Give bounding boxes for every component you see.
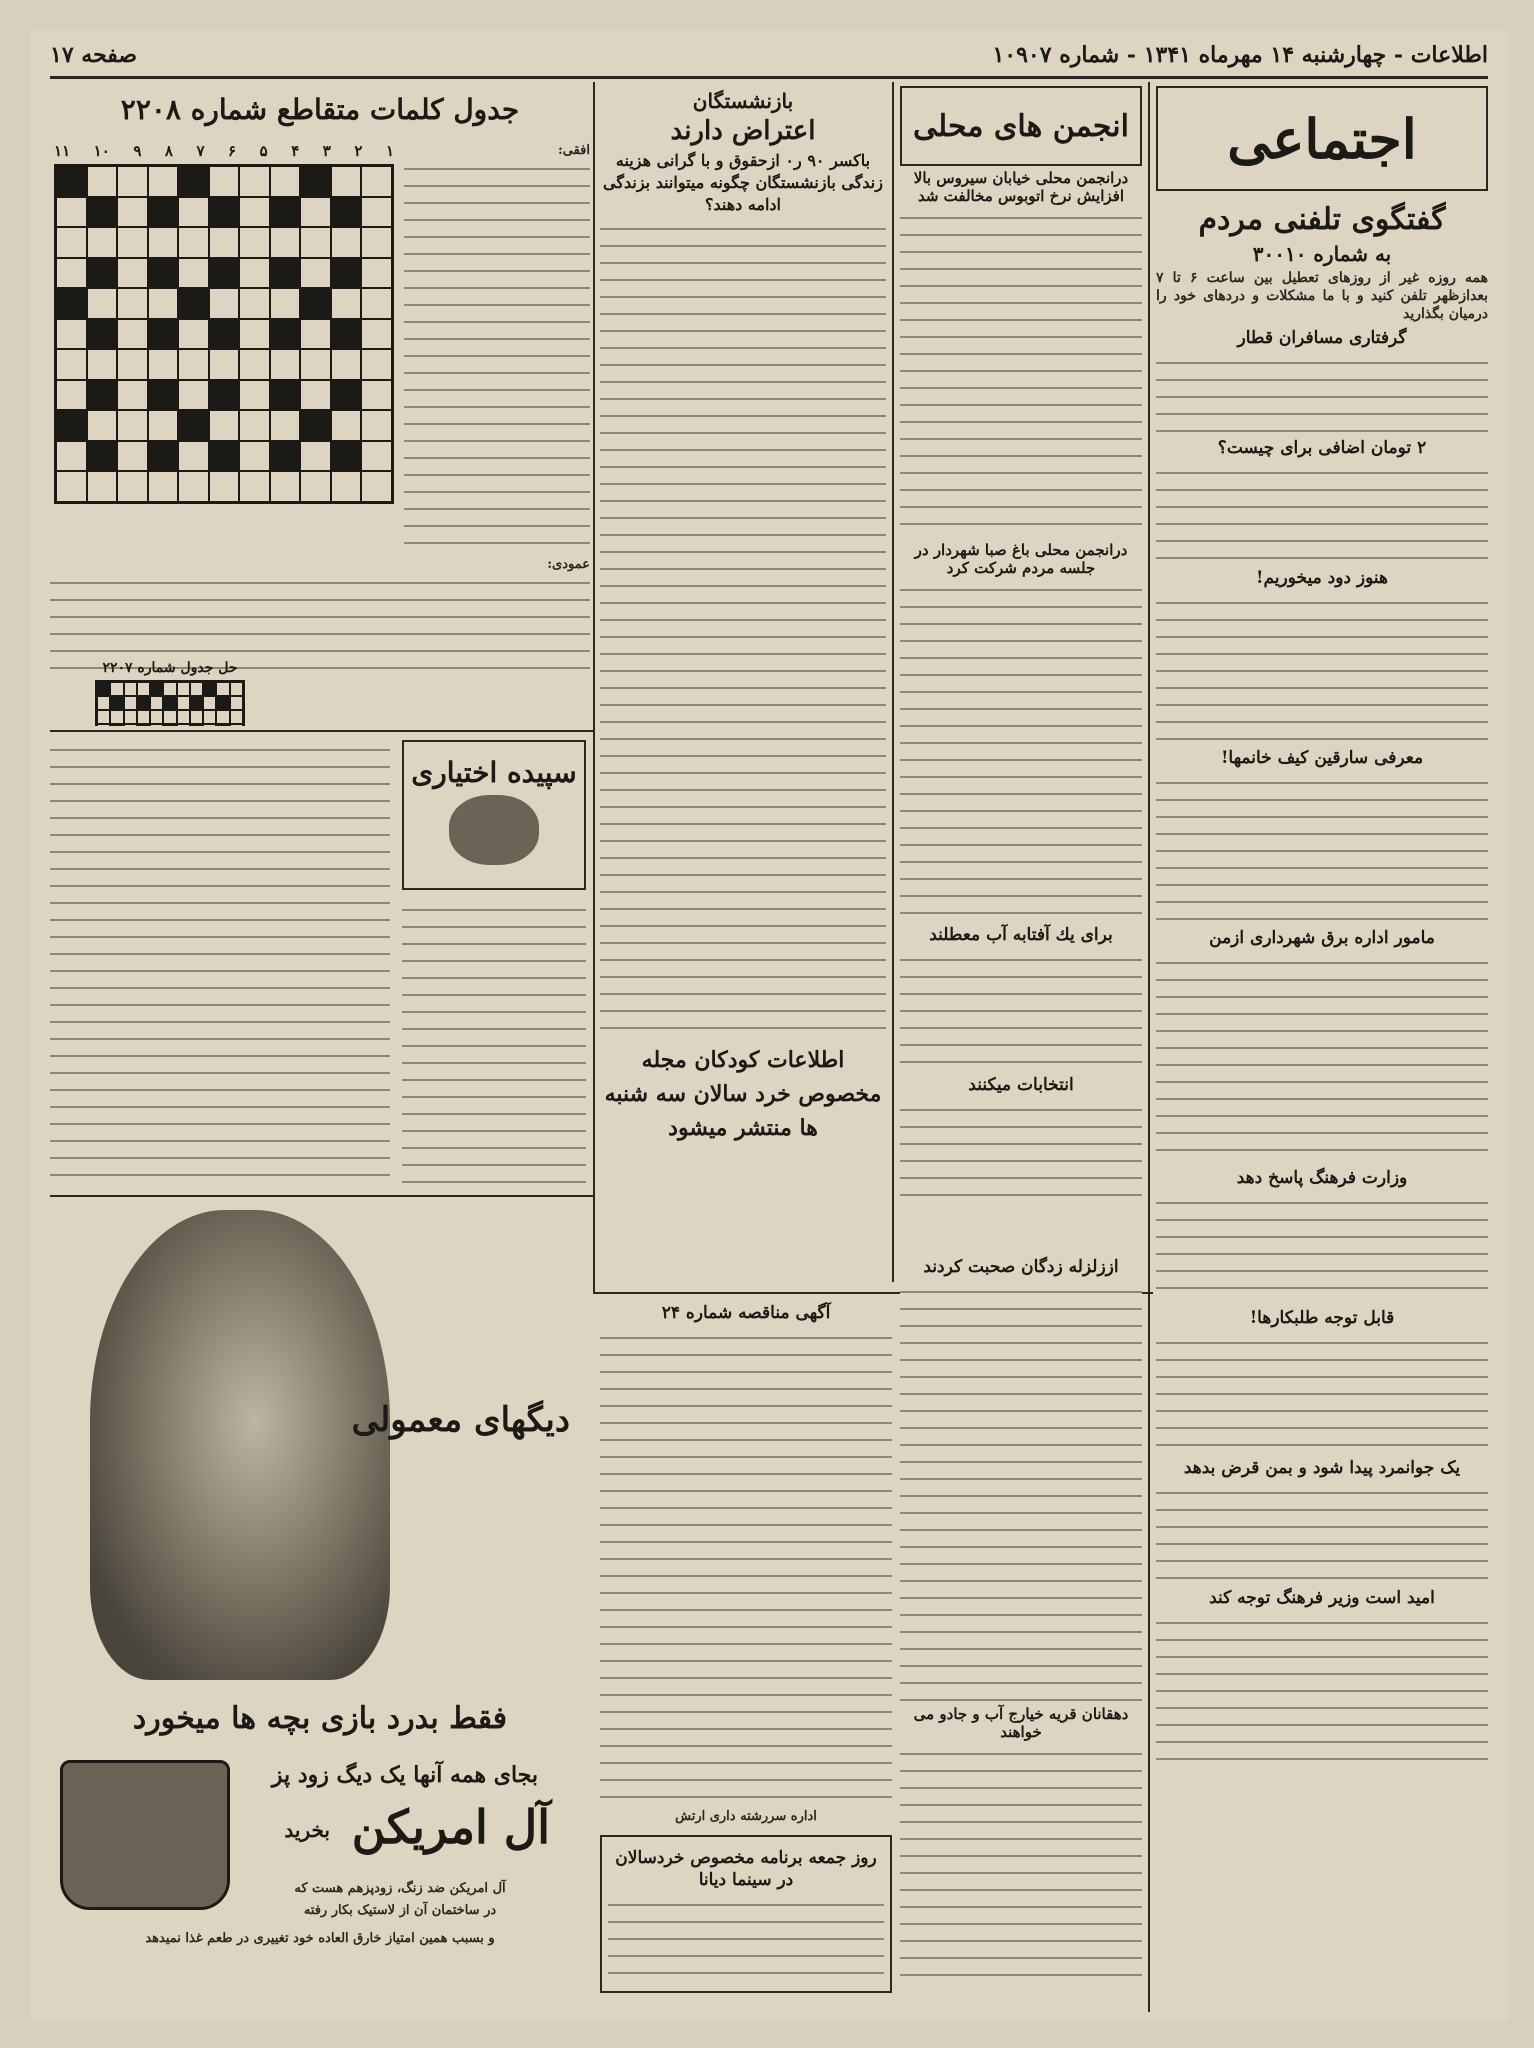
crossword-cell [56,349,87,380]
pressure-cooker-ad [50,1200,590,2014]
item-title: مامور اداره برق شهرداری ازمن [1209,928,1435,948]
article-body [900,580,1142,920]
crossword-cell [203,696,216,710]
article-body [1156,773,1488,923]
newspaper-page [30,30,1508,2020]
crossword-cell [150,724,163,726]
crossword-cell [177,682,190,696]
item-title: وزارت فرهنگ پاسخ دهد [1236,1168,1408,1188]
crossword-number: ۴ [291,142,300,160]
crossword-cell [300,197,331,228]
solution-block [70,656,270,726]
crossword-cell [239,166,270,197]
column-rule [593,82,595,1292]
crossword-cell [216,710,229,724]
crossword-cell [110,710,123,724]
crossword-cell [216,724,229,726]
section-rule [50,1195,593,1197]
pressure-cooker-icon [60,1760,230,1910]
crossword-number: ۱۰ [93,142,110,160]
crossword-cell [300,258,331,289]
crossword-cell [331,380,362,411]
crossword-cell [137,724,150,726]
article-body [1156,463,1488,563]
brand-line: آل امریکن ضد زنگ، زودپزهم هست که [294,1881,506,1896]
crossword-cell [87,258,118,289]
headline: دهقانان قریه خیارج آب و جادو می خواهند [913,1705,1129,1741]
crossword-cell [300,227,331,258]
crossword-number: ۵ [259,142,268,160]
local-section-header [900,86,1142,166]
crossword-cell [117,471,148,502]
article-body [900,208,1142,538]
phone-intro: همه روزه غیر از روزهای تعطیل بین ساعت ۶ تا ۷ بعدازظهر تلفن کنید و با ما مشکلات و دردهای خود را درمیان بگذارید [1156,270,1488,322]
crossword-cell [110,724,123,726]
article-body [1156,593,1488,743]
crossword-cell [209,166,240,197]
crossword-cell [178,471,209,502]
crossword-cell [331,471,362,502]
crossword-cell [56,197,87,228]
crossword-cell [361,410,392,441]
crossword-cell [361,471,392,502]
crossword-cell [117,319,148,350]
cinema-body [608,1895,884,1985]
crossword-cell [270,349,301,380]
crossword-cell [270,441,301,472]
crossword-cell [239,410,270,441]
local-continued [900,1252,1142,2012]
crossword-cell [239,380,270,411]
crossword-cell [148,227,179,258]
across-clues [404,159,590,549]
masthead-rule [50,76,1488,79]
crossword-cell [230,724,243,726]
crossword-cell [148,319,179,350]
article-body [900,1100,1142,1200]
crossword-cell [148,166,179,197]
brand-line: در ساختمان آن از لاستیک بکار رفته [303,1903,497,1918]
tender-body [600,1328,892,1808]
retirees-headline: باکسر ۹۰ ر۰ ازحقوق و با گرانی هزینه زندگی بازنشستگان چگونه میتوانند بزندگی ادامه دهند؟ [603,151,883,214]
crossword-cell [361,441,392,472]
crossword-cell [87,380,118,411]
local-section-title: انجمن های محلی [913,108,1129,144]
crossword-cell [87,319,118,350]
solution-title: حل جدول شماره ۲۲۰۷ [102,660,238,676]
crossword-cell [178,288,209,319]
crossword-cell [270,227,301,258]
crossword-cell [177,696,190,710]
crossword-cell [361,258,392,289]
crossword-cell [87,197,118,228]
crossword-cell [270,166,301,197]
brand-cta: بخرید [284,1818,330,1842]
crossword-cell [56,288,87,319]
crossword-cell [239,471,270,502]
crossword-number: ۲ [354,142,363,160]
article-body [900,1282,1142,1702]
crossword-cell [300,166,331,197]
crossword-cell [150,710,163,724]
crossword-cell [97,710,110,724]
crossword-cell [209,319,240,350]
masthead-date: اطلاعات - چهارشنبه ۱۴ مهرماه ۱۳۴۱ - شماره ۱۰۹۰۷ [992,42,1488,68]
crossword-cell [178,349,209,380]
crossword-cell [209,227,240,258]
crossword-cell [117,197,148,228]
article-body [50,740,390,1185]
crossword-column-numbers [54,142,394,160]
social-column [1156,86,1488,2012]
crossword-cell [300,349,331,380]
crossword-cell [239,197,270,228]
crossword-cell [209,441,240,472]
crossword-cell [87,166,118,197]
crossword-cell [124,710,137,724]
crossword-cell [178,410,209,441]
crossword-cell [56,380,87,411]
crossword-cell [110,696,123,710]
item-title: هنوز دود میخوریم! [1256,568,1388,588]
section-rule [50,730,593,732]
crossword-cell [239,319,270,350]
crossword-cell [239,288,270,319]
crossword-cell [137,696,150,710]
crossword-cell [87,471,118,502]
crossword-cell [56,166,87,197]
crossword-cell [177,724,190,726]
tender-signature: اداره سررشته داری ارتش [675,1809,817,1824]
crossword-cell [110,682,123,696]
crossword-cell [137,682,150,696]
crossword-grid-wrap [54,142,394,504]
social-section-header [1156,86,1488,191]
crossword-cell [331,349,362,380]
crossword-cell [190,682,203,696]
crossword-cell [117,380,148,411]
headline: برای یك آفتابه آب معطلند [929,925,1113,945]
crossword-cell [361,349,392,380]
local-councils-column [900,86,1142,1286]
article-body [402,900,586,1185]
crossword-cell [209,349,240,380]
crossword-grid [54,164,394,504]
jar-icon [449,795,539,865]
cinema-title: روز جمعه برنامه مخصوص خردسالان در سینما دیانا [615,1848,877,1890]
crossword-cell [177,710,190,724]
article-body [1156,953,1488,1163]
crossword-cell [148,471,179,502]
article-body [900,950,1142,1070]
crossword-cell [361,288,392,319]
crossword-cell [97,724,110,726]
crossword-cell [239,227,270,258]
crossword-cell [331,166,362,197]
crossword-cell [56,410,87,441]
crossword-cell [331,410,362,441]
crossword-cell [209,471,240,502]
crossword-cell [56,227,87,258]
crossword-cell [178,197,209,228]
crossword-cell [148,380,179,411]
crossword-cell [117,441,148,472]
crossword-cell [178,441,209,472]
crossword-cell [209,288,240,319]
sepide-brand: سپیده اختیاری [411,756,577,789]
crossword-number: ۱۱ [54,142,71,160]
crossword-cell [230,696,243,710]
crossword-cell [300,319,331,350]
crossword-cell [163,710,176,724]
crossword-cell [270,471,301,502]
headline: درانجمن محلی خیابان سیروس بالا افزایش نرخ اتوبوس مخالفت شد [913,169,1129,205]
crossword-cell [270,319,301,350]
crossword-cell [97,682,110,696]
crossword-cell [300,288,331,319]
crossword-cell [190,710,203,724]
crossword-cell [87,288,118,319]
phone-number: به شماره ۳۰۰۱۰ [1252,242,1392,266]
crossword-cell [209,410,240,441]
down-label: عمودی: [547,557,590,572]
crossword-cell [203,724,216,726]
crossword-cell [331,319,362,350]
crossword-cell [178,319,209,350]
crossword-cell [209,380,240,411]
crossword-cell [300,471,331,502]
crossword-cell [56,471,87,502]
crossword-cell [216,696,229,710]
pot-slogan: فقط بدرد بازی بچه ها میخورد [132,1701,508,1736]
crossword-cell [117,349,148,380]
crossword-cell [270,288,301,319]
crossword-cell [270,258,301,289]
left-middle [50,736,590,1191]
crossword-cell [148,349,179,380]
cinema-box [600,1835,892,1993]
item-title: قابل توجه طلبکارها! [1249,1308,1395,1328]
headline: درانجمن محلی باغ صبا شهردار در جلسه مردم شرکت کرد [914,541,1128,577]
article-body [1156,353,1488,433]
item-title: گرفتاری مسافران قطار [1237,328,1407,348]
article-body [1156,1613,1488,1763]
crossword-title: جدول کلمات متقاطع شماره ۲۲۰۸ [120,93,520,126]
crossword-cell [361,227,392,258]
crossword-cell [87,410,118,441]
crossword-section [50,86,590,726]
crossword-cell [361,197,392,228]
tender-column [600,1298,892,2014]
item-title: معرفی سارقین کیف خانمها! [1220,748,1424,768]
crossword-cell [270,380,301,411]
crossword-cell [239,258,270,289]
crossword-cell [178,166,209,197]
retirees-title: اعتراض دارند [670,116,816,146]
crossword-cell [331,441,362,472]
crossword-cell [150,696,163,710]
article-body [1156,1483,1488,1583]
crossword-cell [331,227,362,258]
crossword-cell [148,441,179,472]
kids-notice: اطلاعات کودکان مجله مخصوص خرد سالان سه شنبه ها منتشر میشود [604,1047,882,1141]
page-number: صفحه ۱۷ [50,42,138,68]
crossword-cell [163,696,176,710]
article-body [1156,1333,1488,1453]
crossword-cell [216,682,229,696]
crossword-cell [56,319,87,350]
crossword-cell [148,258,179,289]
crossword-cell [56,258,87,289]
crossword-number: ۳ [322,142,331,160]
crossword-cell [331,288,362,319]
crossword-cell [97,696,110,710]
crossword-cell [117,410,148,441]
crossword-cell [178,380,209,411]
crossword-cell [270,410,301,441]
crossword-cell [117,166,148,197]
crossword-cell [300,441,331,472]
crossword-cell [209,258,240,289]
crossword-cell [361,380,392,411]
tender-title: آگهی مناقصه شماره ۲۴ [661,1303,831,1323]
boy-photo [90,1210,390,1680]
crossword-cell [178,227,209,258]
crossword-cell [203,710,216,724]
crossword-cell [87,441,118,472]
crossword-cell [148,410,179,441]
crossword-cell [239,349,270,380]
crossword-cell [209,197,240,228]
crossword-number: ۸ [164,142,173,160]
crossword-cell [87,227,118,258]
crossword-cell [178,258,209,289]
crossword-cell [163,682,176,696]
crossword-cell [137,710,150,724]
crossword-cell [163,724,176,726]
crossword-cell [203,682,216,696]
brand-line: و بسبب همین امتیاز خارق العاده خود تغییری در طعم غذا نمیدهد [145,1931,495,1946]
item-title: یک جوانمرد پیدا شود و بمن قرض بدهد [1183,1458,1461,1478]
crossword-cell [56,441,87,472]
crossword-cell [148,197,179,228]
article-body [600,219,886,1039]
crossword-cell [148,288,179,319]
crossword-cell [230,710,243,724]
item-title: امید است وزیر فرهنگ توجه کند [1209,1588,1435,1608]
crossword-number: ۷ [196,142,205,160]
masthead [50,40,1488,70]
crossword-cell [87,349,118,380]
crossword-clues-across [404,142,590,549]
crossword-cell [361,166,392,197]
headline: انتخابات میکنند [968,1075,1074,1095]
crossword-cell [190,724,203,726]
pot-sub: بجای همه آنها یک دیگ زود پز [271,1762,539,1788]
crossword-cell [230,682,243,696]
article-body [900,1744,1142,1984]
crossword-cell [150,682,163,696]
column-rule [892,82,894,1282]
column-rule [1148,82,1150,2012]
crossword-number: ۹ [133,142,142,160]
phone-title: گفتگوی تلفنی مردم [1198,202,1446,237]
sepide-ad [402,740,586,890]
crossword-cell [300,410,331,441]
crossword-number: ۱ [385,142,394,160]
crossword-cell [331,197,362,228]
crossword-cell [361,319,392,350]
item-title: ۲ تومان اضافی برای چیست؟ [1217,438,1427,458]
across-label: افقی: [557,143,590,158]
solution-grid [95,680,245,726]
crossword-cell [124,682,137,696]
crossword-cell [331,258,362,289]
crossword-cell [124,724,137,726]
crossword-cell [117,227,148,258]
crossword-cell [270,197,301,228]
retirees-kicker: بازنشستگان [692,89,794,113]
crossword-cell [239,441,270,472]
article-body [1156,1193,1488,1303]
pot-caption: دیگهای معمولی [351,1400,570,1440]
headline: اززلزله زدگان صحبت کردند [923,1257,1119,1277]
retirees-column [600,86,886,1286]
crossword-cell [190,696,203,710]
crossword-cell [117,258,148,289]
crossword-cell [300,380,331,411]
crossword-cell [117,288,148,319]
social-section-title: اجتماعی [1227,106,1417,171]
crossword-number: ۶ [228,142,237,160]
brand-name: آل امریکن [351,1800,550,1854]
crossword-cell [124,696,137,710]
